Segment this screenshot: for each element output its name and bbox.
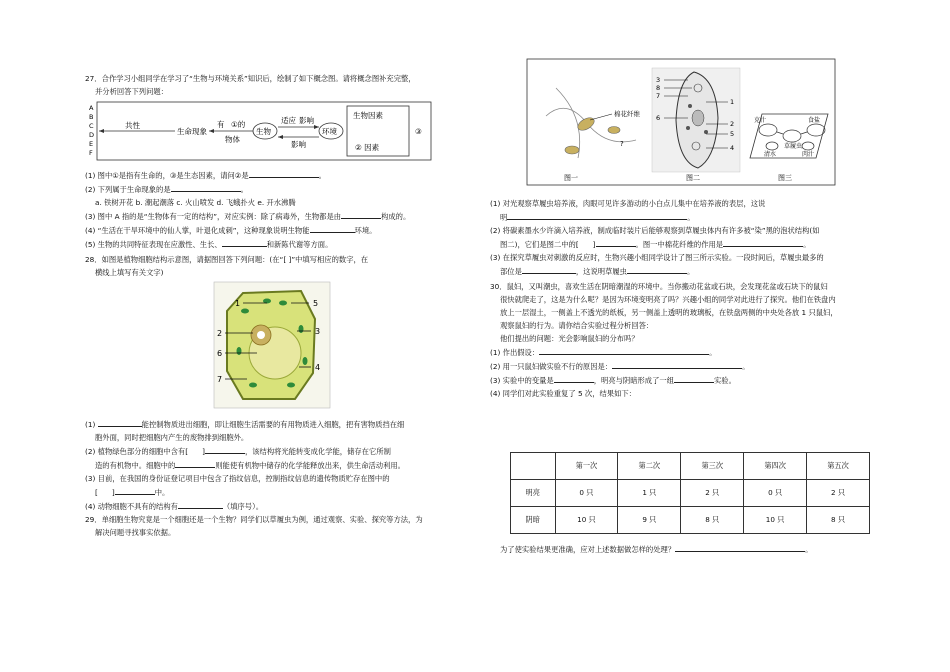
q28-1-c: 胞外面，同时把细胞内产生的废物排到细胞外。	[95, 433, 249, 442]
fig1-cotton-label: 棉花纤维	[614, 110, 640, 118]
de-label: ①的	[231, 120, 246, 129]
letter-d: D	[89, 131, 95, 139]
fig3-label-water: 清水	[764, 151, 777, 158]
q28-intro: 28．如图是植物细胞结构示意图，请据图回答下列问题：(在“[ ]”中填写相应的数字，在	[85, 255, 369, 264]
q29-2-bracket: ]	[592, 240, 596, 249]
q27-2-answer-blank[interactable]	[171, 182, 241, 192]
q27-1-text: (1) 图中①是指有生命的，③是生态因素，请问②是	[85, 171, 249, 180]
q28-3-text-d: 中。	[154, 488, 170, 497]
huanjing-label: 环境	[322, 127, 337, 136]
q30-intro-5: 他们提出的问题：光会影响鼠妇的分布吗？	[500, 334, 639, 343]
yinsu2-label: ② 因素	[355, 143, 380, 152]
q28-4	[85, 499, 475, 513]
plant-cell-diagram	[213, 281, 331, 409]
q29-questions	[490, 197, 910, 400]
q29-2: (2) 将碳素墨水少许滴入培养液，制成临时装片后能够观察到草履虫体内有许多被“染”黑的泡状结构(如	[490, 226, 820, 235]
cell-label-7: 7	[217, 375, 223, 384]
table-cell: 9 只	[618, 507, 681, 534]
q27-5-answer-blank[interactable]	[222, 237, 267, 247]
q27-5-end: 和新陈代谢等方面。	[266, 240, 333, 249]
q29-2-text-b: 图二)，它们是图二中的[	[500, 240, 579, 249]
q30-final-text: 为了使实验结果更准确，应对上述数据做怎样的处理？	[500, 545, 676, 554]
q29-3-b: 部位是 ，这说明草履虫 。	[490, 264, 910, 278]
q28-4-end: （填序号）。	[222, 502, 264, 511]
table-row	[511, 507, 870, 534]
table-header-cell: 第三次	[681, 453, 744, 480]
q28-3-answer-blank[interactable]	[115, 485, 155, 495]
q27-3	[85, 209, 475, 223]
q27-intro-2: 并分析回答下列问题：	[95, 87, 168, 96]
q29-2-text-d: 。图一中棉花纤维的作用是	[635, 240, 724, 249]
fig2-label-3: 3	[656, 76, 661, 84]
q27-5-text: (5) 生物的共同特征表现在应激性、生长、	[85, 240, 222, 249]
q30-final: 为了使实验结果更准确，应对上述数据做怎样的处理？ 。	[500, 542, 812, 556]
q29-1-text-b: 明	[500, 213, 508, 222]
gongxing-label: 共性	[125, 121, 140, 130]
fig2-label-4: 4	[730, 144, 735, 152]
fig3-caption: 图三	[778, 174, 792, 182]
q30-1-answer-blank[interactable]	[539, 345, 709, 355]
q30-3-answer-blank-2[interactable]	[674, 373, 714, 383]
cell-label-1: 1	[235, 299, 241, 308]
q27-4-text: (4) “生活在干旱环境中的仙人掌，叶退化成刺”，这种现象说明生物能	[85, 226, 310, 235]
cell-label-6: 6	[217, 349, 223, 358]
q28-intro-2: 横线上填写有关文字)	[95, 268, 164, 277]
letter-c: C	[89, 122, 94, 130]
shengwu-label: 生物	[256, 127, 271, 136]
table-row	[511, 480, 870, 507]
q28-2-answer-blank-2[interactable]	[175, 458, 215, 468]
fig2-label-2: 2	[730, 120, 735, 128]
fig2-label-1: 1	[730, 98, 735, 106]
table-cell: 2 只	[807, 480, 870, 507]
q28-2-bracket: ]	[202, 447, 205, 456]
q29-3-answer-blank[interactable]	[522, 264, 576, 274]
q29-3-text-c: ，这说明草履虫	[575, 267, 627, 276]
wuti-label: 物体	[225, 135, 240, 144]
q28-3-bracket-open: [	[95, 488, 98, 497]
table-cell: 0 只	[555, 480, 618, 507]
q28-1-answer-blank[interactable]	[98, 417, 142, 427]
shengwuyinsu-label: 生物因素	[353, 111, 383, 120]
q28-4-answer-blank[interactable]	[178, 499, 223, 509]
cell-label-3: 3	[315, 327, 321, 336]
q30-final-answer-blank[interactable]	[675, 542, 805, 552]
table-cell: 2 只	[681, 480, 744, 507]
q30-3	[490, 373, 910, 387]
q27-5	[85, 237, 475, 251]
table-cell: 8 只	[681, 507, 744, 534]
q30-intro: 30．鼠妇，又叫潮虫，喜欢生活在阴暗潮湿的环境中。当你搬动花盆或石块，会发现花盆或石块下的鼠妇	[490, 282, 828, 291]
cell-label-5: 5	[313, 299, 319, 308]
you-label: 有	[217, 120, 225, 129]
three-label: ③	[415, 127, 422, 136]
letter-f: F	[89, 149, 93, 157]
q29-2-answer-blank-2[interactable]	[723, 237, 803, 247]
q27-4-answer-blank[interactable]	[310, 223, 355, 233]
q27-2-text: (2) 下列属于生命现象的是	[85, 185, 171, 194]
table-header-cell: 第四次	[744, 453, 807, 480]
yingxiang-label: 影响	[299, 116, 314, 125]
fig3-label-paramecium: 草履虫	[784, 143, 803, 150]
q27-1-answer-blank[interactable]	[249, 168, 319, 178]
fig3-label-salt: 食盐	[808, 117, 821, 124]
paramecium-figures	[526, 58, 836, 186]
q30-2-text: (2) 用一只鼠妇做实验不行的原因是：	[490, 362, 613, 371]
table-cell: 10 只	[744, 507, 807, 534]
q30-3-text-b: ，明亮与阴暗形成了一组	[593, 376, 674, 385]
q29-2-answer-blank[interactable]	[596, 237, 636, 247]
table-cell: 阴暗	[511, 507, 556, 534]
q28-2-text-e: 则能使有机物中储存的化学能释放出来，供生命活动利用。	[215, 461, 405, 470]
letter-b: B	[89, 113, 94, 121]
table-header-cell: 第五次	[807, 453, 870, 480]
table-header-row	[511, 453, 870, 480]
q30-3-answer-blank[interactable]	[554, 373, 594, 383]
q28-2-text-c: ，该结构将光能转变成化学能，储存在它所制	[244, 447, 391, 456]
q28-3-b	[85, 485, 475, 499]
q29-1-b: 明 。	[490, 210, 910, 224]
table-cell: 10 只	[555, 507, 618, 534]
q29-intro-2: 解决问题寻找事实依据。	[95, 528, 176, 537]
q28-4-text: (4) 动物细胞不具有的结构有	[85, 502, 178, 511]
shengming-label: 生命现象	[177, 127, 207, 136]
q29-3: (3) 在探究草履虫对刺激的反应时，生物兴趣小组同学设计了图三所示实验。一段时间后，草履虫最多的	[490, 253, 824, 262]
q30-intro-4: 观察鼠妇的行为。请你结合实验过程分析回答：	[500, 321, 654, 330]
fig3-label-broth: 肉汁	[802, 151, 815, 158]
fig2-label-8: 8	[656, 84, 661, 92]
table-header-cell: 第一次	[555, 453, 618, 480]
q29-1-answer-blank[interactable]	[507, 210, 687, 220]
q30-intro-2: 很快就爬走了，这是为什么呢？是因为环境变明亮了吗？兴趣小组的同学对此进行了探究。他们在铁盘内	[500, 295, 836, 304]
figure-two	[652, 68, 740, 182]
q27-2: (2) 下列属于生命现象的是 。	[85, 182, 475, 196]
q28-1-text-b: 能控制物质进出细胞，即让细胞生活需要的有用物质进入细胞，把有害物质挡在细	[141, 420, 405, 429]
table-header-cell	[511, 453, 556, 480]
fig2-caption: 图二	[686, 174, 700, 182]
q29-3-text-b: 部位是	[500, 267, 522, 276]
q29-1: (1) 对光观察草履虫培养液，肉眼可见许多游动的小白点儿集中在培养液的表层，这说	[490, 199, 766, 208]
q27-intro: 27．合作学习小组同学在学习了“生物与环境关系”知识后，绘制了如下概念图。请将概念图补充完整，	[85, 74, 416, 83]
q27-1: (1) 图中①是指有生命的，③是生态因素，请问②是 。	[85, 168, 475, 182]
q28-2-d	[85, 458, 475, 472]
q29-2-b: 图二)，它们是图二中的[ ] 。图一中棉花纤维的作用是 。	[490, 237, 910, 251]
fig2-label-7: 7	[656, 92, 661, 100]
q30-3-text: (3) 实验中的变量是	[490, 376, 554, 385]
letter-e: E	[89, 140, 94, 148]
fig3-label-kezhi: 克汁	[754, 117, 767, 124]
letter-a: A	[89, 104, 94, 112]
q30-1: (1) 作出假设： 。	[490, 345, 910, 359]
figure-three	[750, 114, 828, 182]
q27-3-end: 构成的。	[381, 212, 411, 221]
fig2-label-5: 5	[730, 130, 735, 138]
q28-2-text: (2) 植物绿色部分的细胞中含有[	[85, 447, 189, 456]
cell-label-4: 4	[315, 363, 321, 372]
q27-3-text: (3) 图中 A 指的是“生物体有一定的结构”，对应实例：除了病毒外，生物都是由	[85, 212, 342, 221]
q30-4: (4) 同学们对此实验重复了 5 次，结果如下：	[490, 389, 636, 398]
q28-2-answer-blank[interactable]	[205, 444, 245, 454]
q27-4-end: 环境。	[354, 226, 377, 235]
q27-3-answer-blank[interactable]	[341, 209, 381, 219]
q30-2-answer-blank[interactable]	[612, 359, 742, 369]
fig1-caption: 图一	[564, 174, 578, 182]
table-cell: 明亮	[511, 480, 556, 507]
q30-intro-3: 放上一层湿土，一侧盖上不透光的纸板，另一侧盖上透明的玻璃板，在铁盘两侧的中央处各放 1 只鼠妇，	[500, 308, 838, 317]
q28-1	[85, 417, 475, 431]
q29-intro: 29．单细胞生物究竟是一个细胞还是一个生物？同学们以草履虫为例，通过观察、实验、探究等方法，为	[85, 515, 423, 524]
table-cell: 0 只	[744, 480, 807, 507]
q30-3-text-c: 实验。	[714, 376, 736, 385]
concept-map-diagram	[85, 100, 437, 162]
q28-1-text: (1)	[85, 420, 96, 429]
cell-label-2: 2	[217, 329, 223, 338]
table-header-cell: 第二次	[618, 453, 681, 480]
table-cell: 8 只	[807, 507, 870, 534]
q29-3-answer-blank-2[interactable]	[627, 264, 687, 274]
shiying-label: 适应	[281, 116, 296, 125]
q27-4	[85, 223, 475, 237]
results-table	[510, 452, 870, 534]
q28-2-text-d: 造的有机物中。细胞中的	[95, 461, 176, 470]
plant-cell-figure-wrap	[85, 279, 475, 417]
q28-3-bracket-close: ]	[111, 488, 115, 497]
fig1-question: ?	[620, 140, 624, 148]
q30-2: (2) 用一只鼠妇做实验不行的原因是： 。	[490, 359, 910, 373]
yingxiang2-label: 影响	[291, 140, 306, 149]
q30-1-text: (1) 作出假设：	[490, 348, 540, 357]
fig2-label-6: 6	[656, 114, 661, 122]
table-cell: 1 只	[618, 480, 681, 507]
q28-3: (3) 目前，在我国的身份证登记项目中包含了指纹信息，控制指纹信息的遗传物质贮存在图中的	[85, 474, 390, 483]
left-column	[85, 72, 475, 539]
figure-one	[546, 88, 641, 182]
q28-2	[85, 444, 475, 458]
q27-2-options: a. 铁树开花 b. 潮起潮落 c. 火山喷发 d. 飞蛾扑火 e. 开水沸腾	[95, 198, 296, 207]
